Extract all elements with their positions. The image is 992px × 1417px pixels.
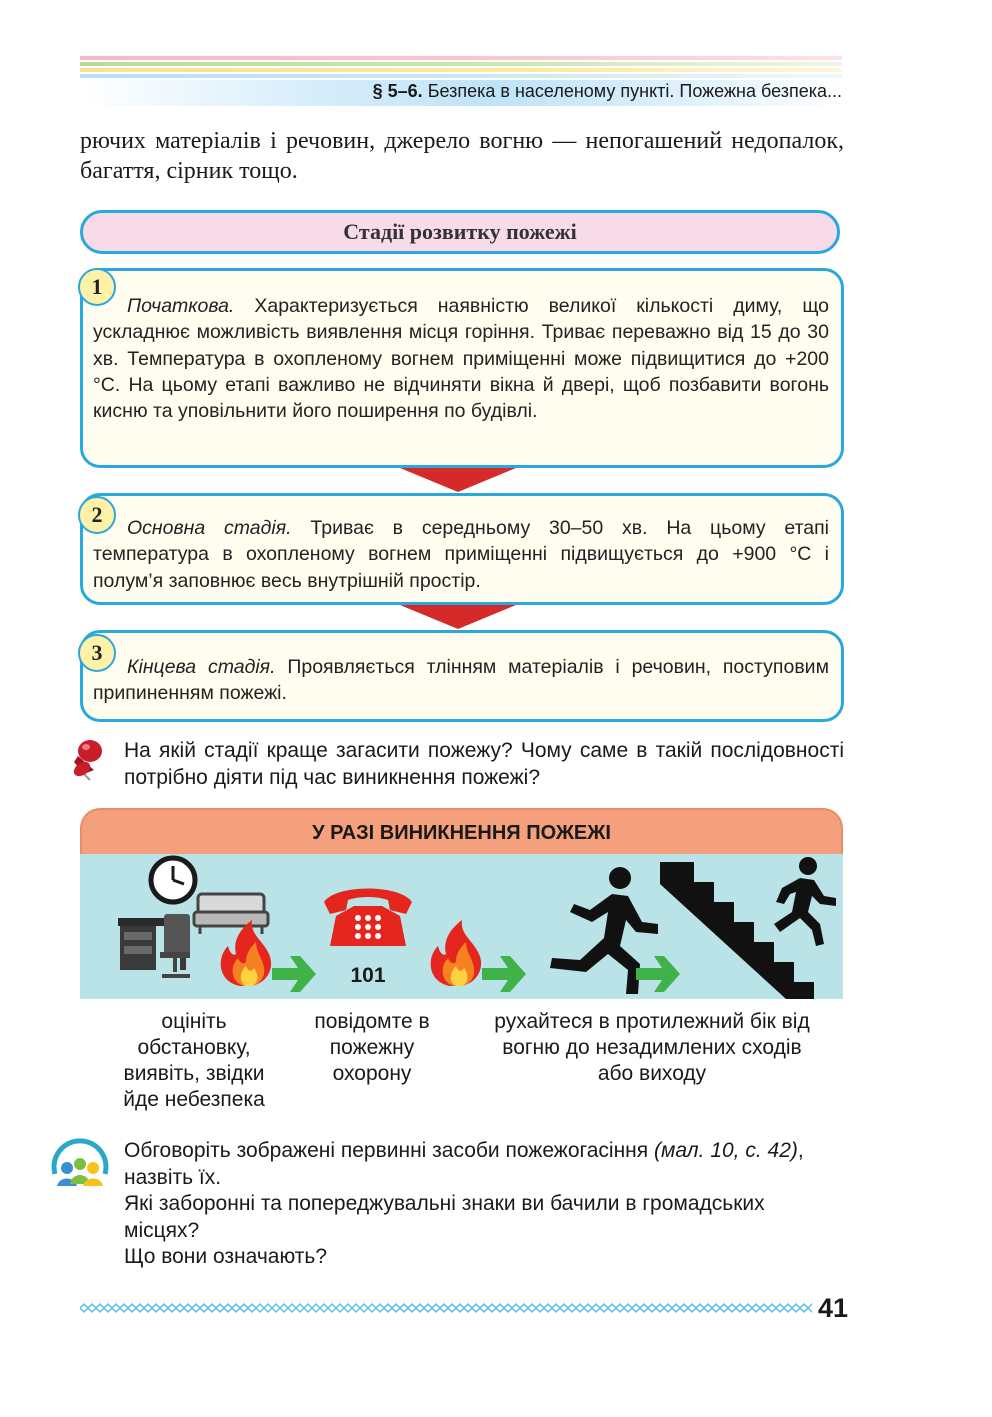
running-header — [373, 80, 842, 102]
stages-title-box — [80, 210, 840, 254]
flame-icon-1 — [221, 920, 271, 986]
header-stripe-pink — [80, 56, 842, 60]
intro-paragraph: рючих матеріалів і речовин, джерело вогню — непогашений недопалок, багаття, сірник тощо. — [80, 128, 844, 184]
discussion-line-3: Що вони означають? — [124, 1245, 327, 1268]
clock-icon — [151, 858, 195, 902]
phone-number: 101 — [350, 964, 386, 987]
green-arrow-1-icon — [272, 956, 316, 992]
stage-3-number-badge: 3 — [78, 634, 116, 672]
stage-2-box — [80, 493, 844, 605]
green-arrow-3-icon — [636, 956, 680, 992]
caption-move-away: рухайтеся в протилежний бік від вогню до незадимлених сходів або виходу — [494, 1010, 810, 1085]
fire-actions-illustration — [80, 854, 843, 999]
stage-3-description: Проявляється тлінням матеріалів і речовин, поступовим припиненням пожежі. — [93, 656, 829, 705]
footer-ornament — [80, 1302, 812, 1314]
stages-title: Стадії розвитку пожежі — [343, 219, 577, 244]
discussion-text — [124, 1138, 844, 1271]
discussion-line-1: Обговоріть зображені первинні засоби пожежогасіння (мал. 10, с. 42), назвіть їх. — [124, 1139, 804, 1189]
discussion-line-2: Які заборонні та попереджувальні знаки ви бачили в громадських місцях? — [124, 1192, 765, 1242]
arrow-down-2-icon — [400, 605, 516, 629]
caption-report: повідомте в пожежну охорону — [314, 1010, 430, 1085]
sofa-icon — [194, 894, 268, 934]
pushpin-icon — [68, 736, 110, 782]
section-number: § 5–6. — [372, 81, 423, 101]
stage-1-name: Початкова. — [127, 295, 235, 317]
stage-3-text — [93, 654, 829, 707]
arrow-down-1-icon — [400, 468, 516, 492]
header-stripe-yellow — [80, 68, 842, 72]
stage-1-text — [93, 293, 829, 424]
stage-2-text — [93, 515, 829, 594]
section-title: Безпека в населеному пункті. Пожежна безпека... — [427, 81, 842, 101]
stairs-icon — [660, 862, 814, 999]
stage-1-description: Характеризується наявністю великої кількості диму, що ускладнює можливість виявлення місця горіння. Триває переважно від 15 до 30 хв. Температура в охопленому вогнем приміщенні може підвищитися до +200 °С. На цьому етапі важливо не відчиняти вікна й двері, щоб позбавити вогонь кисню та уповільнити його поширення по будівлі. — [93, 295, 829, 423]
stage-1-number-badge: 1 — [78, 268, 116, 306]
green-arrow-2-icon — [482, 956, 526, 992]
question-text: На якій стадії краще загасити пожежу? Чому саме в такій послідовності потрібно діяти під час виникнення пожежі? — [124, 739, 844, 789]
stage-2-name: Основна стадія. — [127, 517, 292, 539]
stage-2-number-badge: 2 — [78, 496, 116, 534]
header-stripe-blue — [80, 74, 842, 78]
figure-reference: (мал. 10, с. 42) — [653, 1139, 798, 1162]
fire-banner-header — [80, 808, 843, 854]
phone-icon — [324, 889, 412, 947]
stage-1-box — [80, 268, 844, 468]
stage-3-name: Кінцева стадія. — [127, 656, 276, 678]
group-discussion-icon — [47, 1134, 113, 1200]
caption-assess: оцініть обстановку, виявіть, звідки йде небезпека — [123, 1010, 265, 1111]
stage-2-description: Триває в середньому 30–50 хв. На цьому етапі температура в охопленому вогнем приміщенні підвищується до +900 °С і полум’я заповнює весь внутрішній простір. — [93, 517, 830, 592]
page-number: 41 — [818, 1293, 849, 1323]
fire-banner-title: У РАЗІ ВИНИКНЕННЯ ПОЖЕЖІ — [312, 822, 611, 844]
header-stripe-green — [80, 62, 842, 66]
stairs-running-man-icon — [774, 857, 836, 946]
flame-icon-2 — [431, 920, 481, 986]
stage-3-box — [80, 630, 844, 722]
